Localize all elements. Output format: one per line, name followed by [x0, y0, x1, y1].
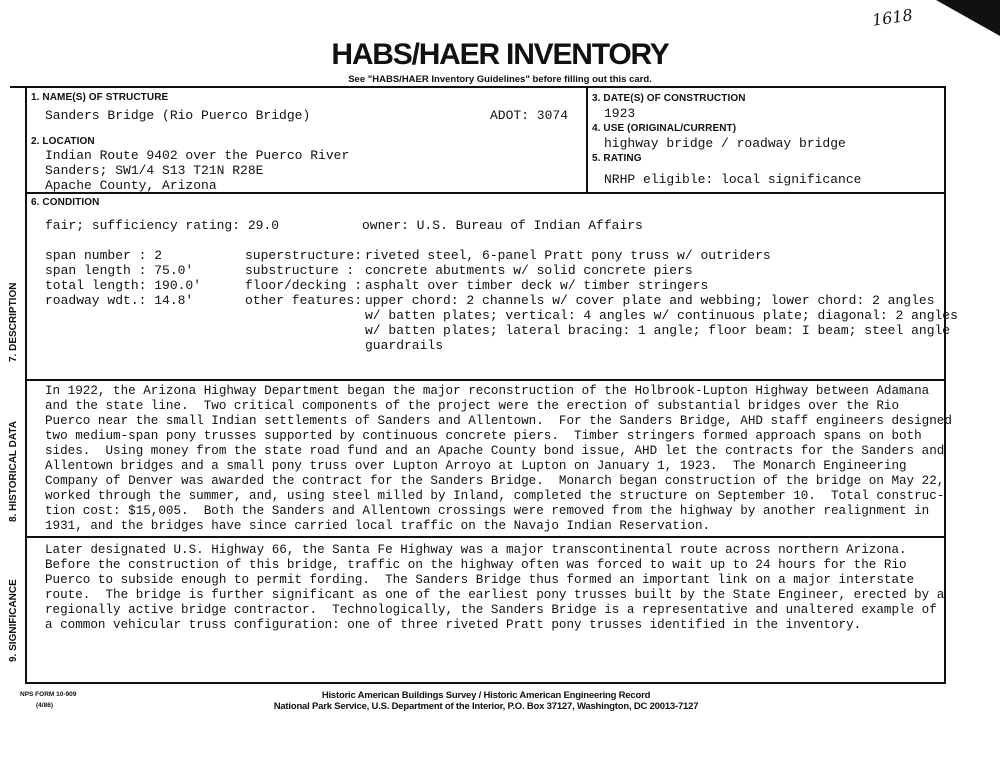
- page-subtitle: See "HABS/HAER Inventory Guidelines" before filling out this card.: [348, 74, 652, 85]
- name-label: 1. NAME(S) OF STRUCTURE: [31, 92, 169, 103]
- form-date: (4/86): [36, 702, 53, 709]
- significance-line: regionally active bridge contractor. Technologically, the Sanders Bridge is a representative and unaltered example of: [45, 603, 937, 617]
- feature-value: w/ batten plates; lateral bracing: 1 angle; floor beam: I beam; steel angle: [365, 323, 951, 338]
- history-side-label: 8. HISTORICAL DATA: [8, 421, 19, 522]
- use-value: highway bridge / roadway bridge: [604, 136, 846, 151]
- left-border: [25, 193, 27, 682]
- history-paragraph: [45, 384, 952, 534]
- history-divider: [25, 536, 946, 538]
- footer-line-2: National Park Service, U.S. Department of the Interior, P.O. Box 37127, Washington, DC 20013-7127: [273, 701, 699, 712]
- feature-value: guardrails: [365, 338, 444, 353]
- spec-row: span number : 2: [45, 248, 163, 263]
- feature-value: asphalt over timber deck w/ timber stringers: [365, 278, 709, 293]
- history-line: 1931, and the bridges have since carried local traffic on the Navajo Indian Reservation.: [45, 519, 711, 533]
- construction-date: 1923: [604, 106, 636, 121]
- location-line: Indian Route 9402 over the Puerco River: [45, 148, 350, 163]
- rating-label: 5. RATING: [592, 153, 642, 164]
- rating-value: NRHP eligible: local significance: [604, 172, 862, 187]
- condition-label: 6. CONDITION: [31, 197, 100, 208]
- corner-triangle-mark: [920, 0, 1000, 40]
- significance-line: Later designated U.S. Highway 66, the Santa Fe Highway was a major transcontinental route across northern Arizona.: [45, 543, 907, 557]
- history-line: worked through the summer, and, using steel milled by Inland, completed the structure on September 10. Total construc-: [45, 489, 945, 503]
- spec-row: span length : 75.0': [45, 263, 194, 278]
- description-side-label: 7. DESCRIPTION: [8, 282, 19, 362]
- feature-key: other features:: [245, 293, 363, 308]
- significance-line: Before the construction of this bridge, traffic on the highway often was forced to wait up to 24 hours for the Rio: [45, 558, 907, 572]
- location-label: 2. LOCATION: [31, 136, 95, 147]
- top-left-border: [25, 88, 27, 192]
- handwritten-annotation: 1618: [870, 5, 914, 30]
- history-line: In 1922, the Arizona Highway Department began the major reconstruction of the Holbrook-Lupton Highway between Adamana: [45, 384, 930, 398]
- spec-row: roadway wdt.: 14.8': [45, 293, 194, 308]
- significance-side-label: 9. SIGNIFICANCE: [8, 579, 19, 662]
- footer-line-1: Historic American Buildings Survey / Historic American Engineering Record: [321, 690, 651, 701]
- history-line: and the state line. Two critical components of the project were the erection of substantial bridges over the Rio: [45, 399, 899, 413]
- feature-key: superstructure:: [245, 248, 363, 263]
- condition-value: fair; sufficiency rating: 29.0: [45, 218, 280, 233]
- column-divider: [586, 88, 588, 192]
- form-number: NPS FORM 10-909: [20, 691, 77, 698]
- significance-line: a common vehicular truss configuration: one of three riveted Pratt pony trusses identified in the inventory.: [45, 618, 862, 632]
- history-line: Company of Denver was awarded the contract for the Sanders Bridge. Monarch began construction of the bridge on May 22,: [45, 474, 945, 488]
- spec-row: total length: 190.0': [45, 278, 202, 293]
- history-line: tion cost: $15,005. Both the Sanders and Allentown crossings were removed from the highway by another realignment in: [45, 504, 930, 518]
- bottom-border: [25, 682, 946, 684]
- feature-value: concrete abutments w/ solid concrete piers: [365, 263, 693, 278]
- feature-key: substructure :: [245, 263, 355, 278]
- dates-label: 3. DATE(S) OF CONSTRUCTION: [592, 93, 746, 104]
- location-line: Sanders; SW1/4 S13 T21N R28E: [45, 163, 264, 178]
- feature-value: upper chord: 2 channels w/ cover plate and webbing; lower chord: 2 angles: [365, 293, 935, 308]
- feature-key: floor/decking :: [245, 278, 363, 293]
- feature-value: riveted steel, 6-panel Pratt pony truss w/ outriders: [365, 248, 771, 263]
- structure-name: Sanders Bridge (Rio Puerco Bridge): [45, 108, 311, 123]
- significance-line: Puerco to subside enough to permit fording. The Sanders Bridge thus formed an important link on a major interstate: [45, 573, 915, 587]
- page-title: HABS/HAER INVENTORY: [331, 38, 669, 71]
- location-line: Apache County, Arizona: [45, 178, 217, 193]
- history-line: Allentown bridges and a small pony truss over Lupton Arroyo at Lupton on January 1, 1923. The Monarch Engineering: [45, 459, 907, 473]
- owner-value: owner: U.S. Bureau of Indian Affairs: [362, 218, 643, 233]
- use-label: 4. USE (ORIGINAL/CURRENT): [592, 123, 737, 134]
- top-border: [10, 86, 946, 88]
- significance-line: route. The bridge is further significant as one of the earliest pony trusses built by the State Engineer, erected by a: [45, 588, 945, 602]
- description-divider: [25, 379, 946, 381]
- feature-value: w/ batten plates; vertical: 4 angles w/ continuous plate; diagonal: 2 angles: [365, 308, 958, 323]
- adot-number: ADOT: 3074: [490, 108, 569, 123]
- significance-paragraph: [45, 543, 944, 633]
- history-line: sides. Using money from the state road fund and an Apache County bond issue, AHD let the contracts for the Sanders and: [45, 444, 945, 458]
- history-line: two medium-span pony trusses supported by continuous concrete piers. Timber stringers formed approach spans on both: [45, 429, 922, 443]
- history-line: Puerco near the small Indian settlements of Sanders and Allentown. For the Sanders Bridge, AHD staff engineers designed: [45, 414, 952, 428]
